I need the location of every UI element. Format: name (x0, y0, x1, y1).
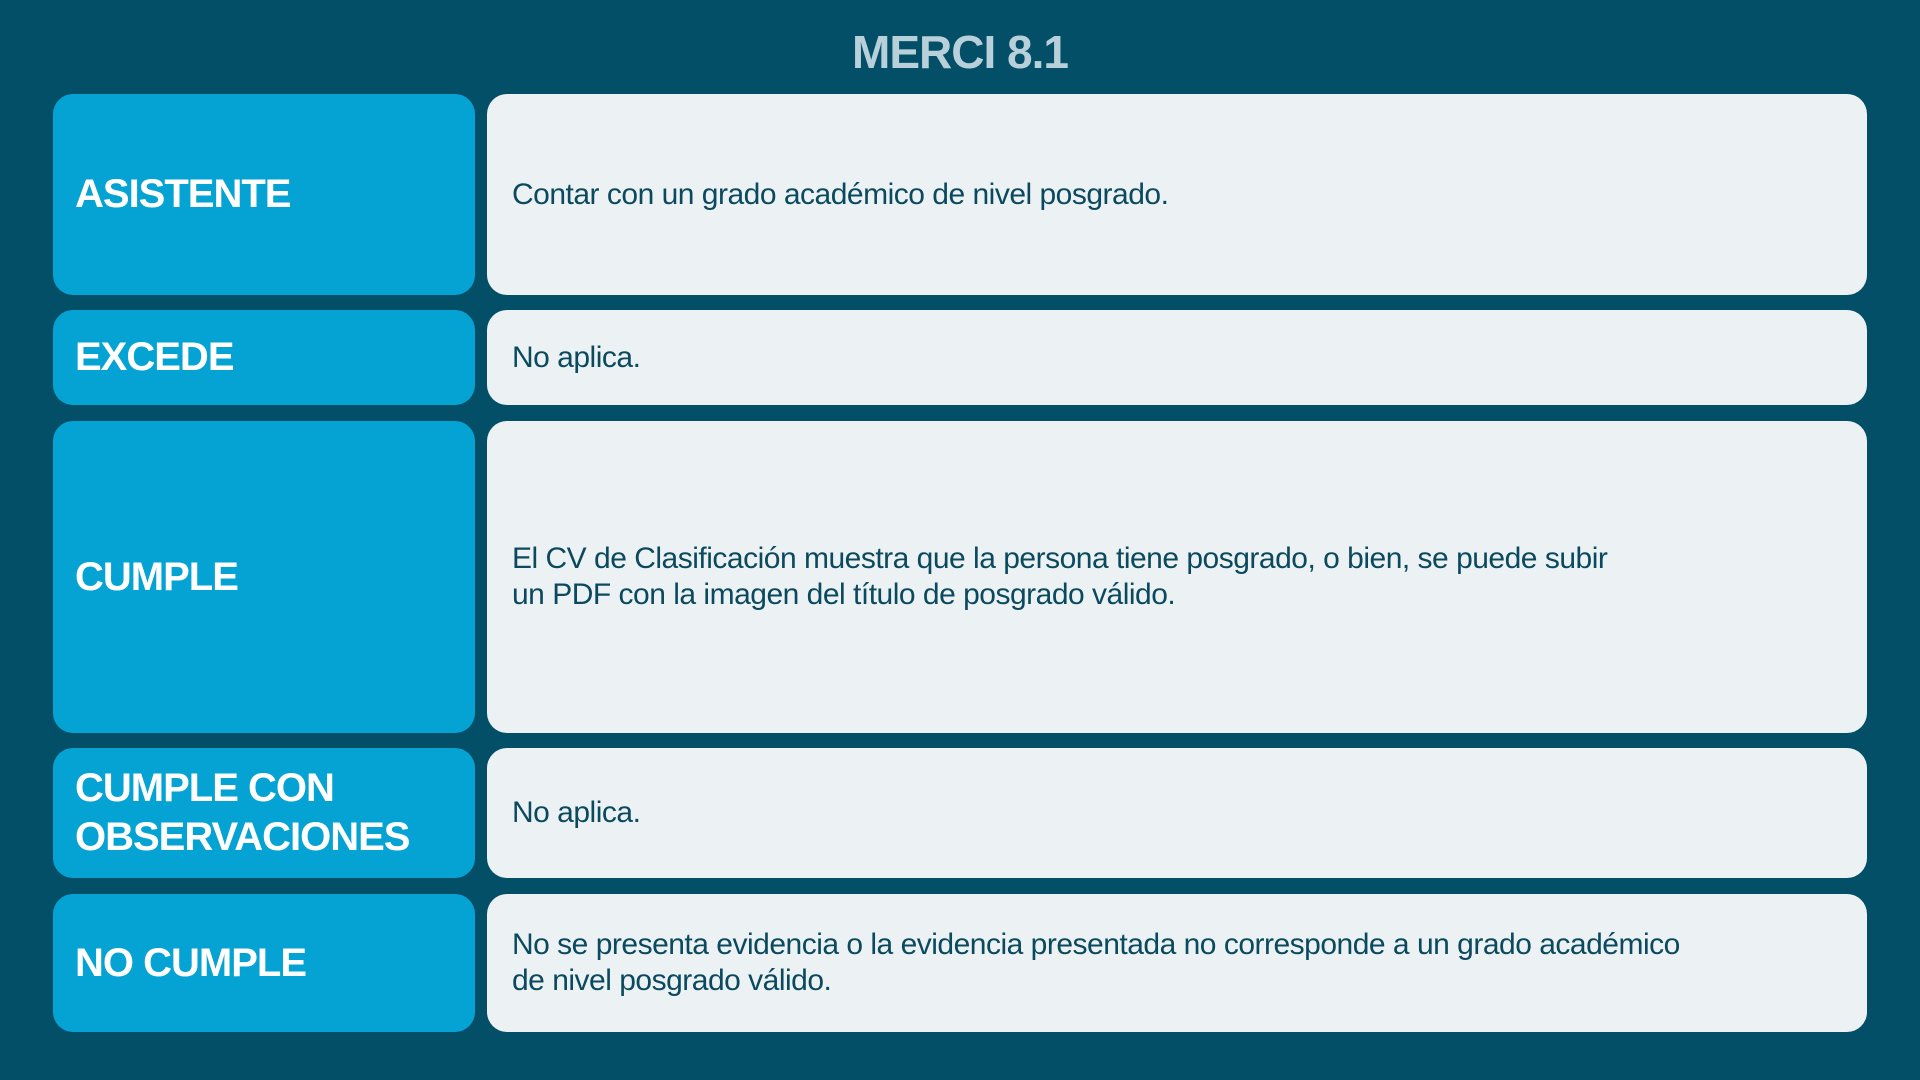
rubric-description: No se presenta evidencia o la evidencia presentada no corresponde a un grado académico de nivel posgrado válido. (512, 928, 1680, 997)
rubric-label: NO CUMPLE (75, 940, 306, 985)
rubric-row-no-cumple (53, 894, 1867, 1032)
rubric-row-cumple-con-observaciones (53, 748, 1867, 878)
rubric-row-excede (53, 310, 1867, 405)
rubric-row-cumple (53, 421, 1867, 733)
rubric-description-cell (487, 748, 1867, 878)
rubric-description: No aplica. (512, 796, 641, 829)
rubric-label-cell (53, 894, 475, 1032)
rubric-label: CUMPLE (75, 554, 238, 599)
rubric-label-cell (53, 94, 475, 295)
rubric-row-asistente (53, 94, 1867, 295)
rubric-description: No aplica. (512, 340, 641, 374)
rubric-description-cell (487, 310, 1867, 405)
rubric-description-cell (487, 94, 1867, 295)
rubric-label-cell (53, 748, 475, 878)
rubric-description: Contar con un grado académico de nivel posgrado. (512, 177, 1169, 211)
rubric-label-cell (53, 310, 475, 405)
rubric-label: CUMPLE CON OBSERVACIONES (75, 766, 410, 859)
rubric-description-cell (487, 894, 1867, 1032)
rubric-label: ASISTENTE (75, 172, 291, 216)
page-title: MERCI 8.1 (852, 26, 1068, 78)
rubric-description: El CV de Clasificación muestra que la persona tiene posgrado, o bien, se puede subir un PDF con la imagen del título de posgrado válido. (512, 542, 1608, 611)
rubric-description-cell (487, 421, 1867, 733)
rubric-label-cell (53, 421, 475, 733)
rubric-label: EXCEDE (75, 335, 234, 379)
